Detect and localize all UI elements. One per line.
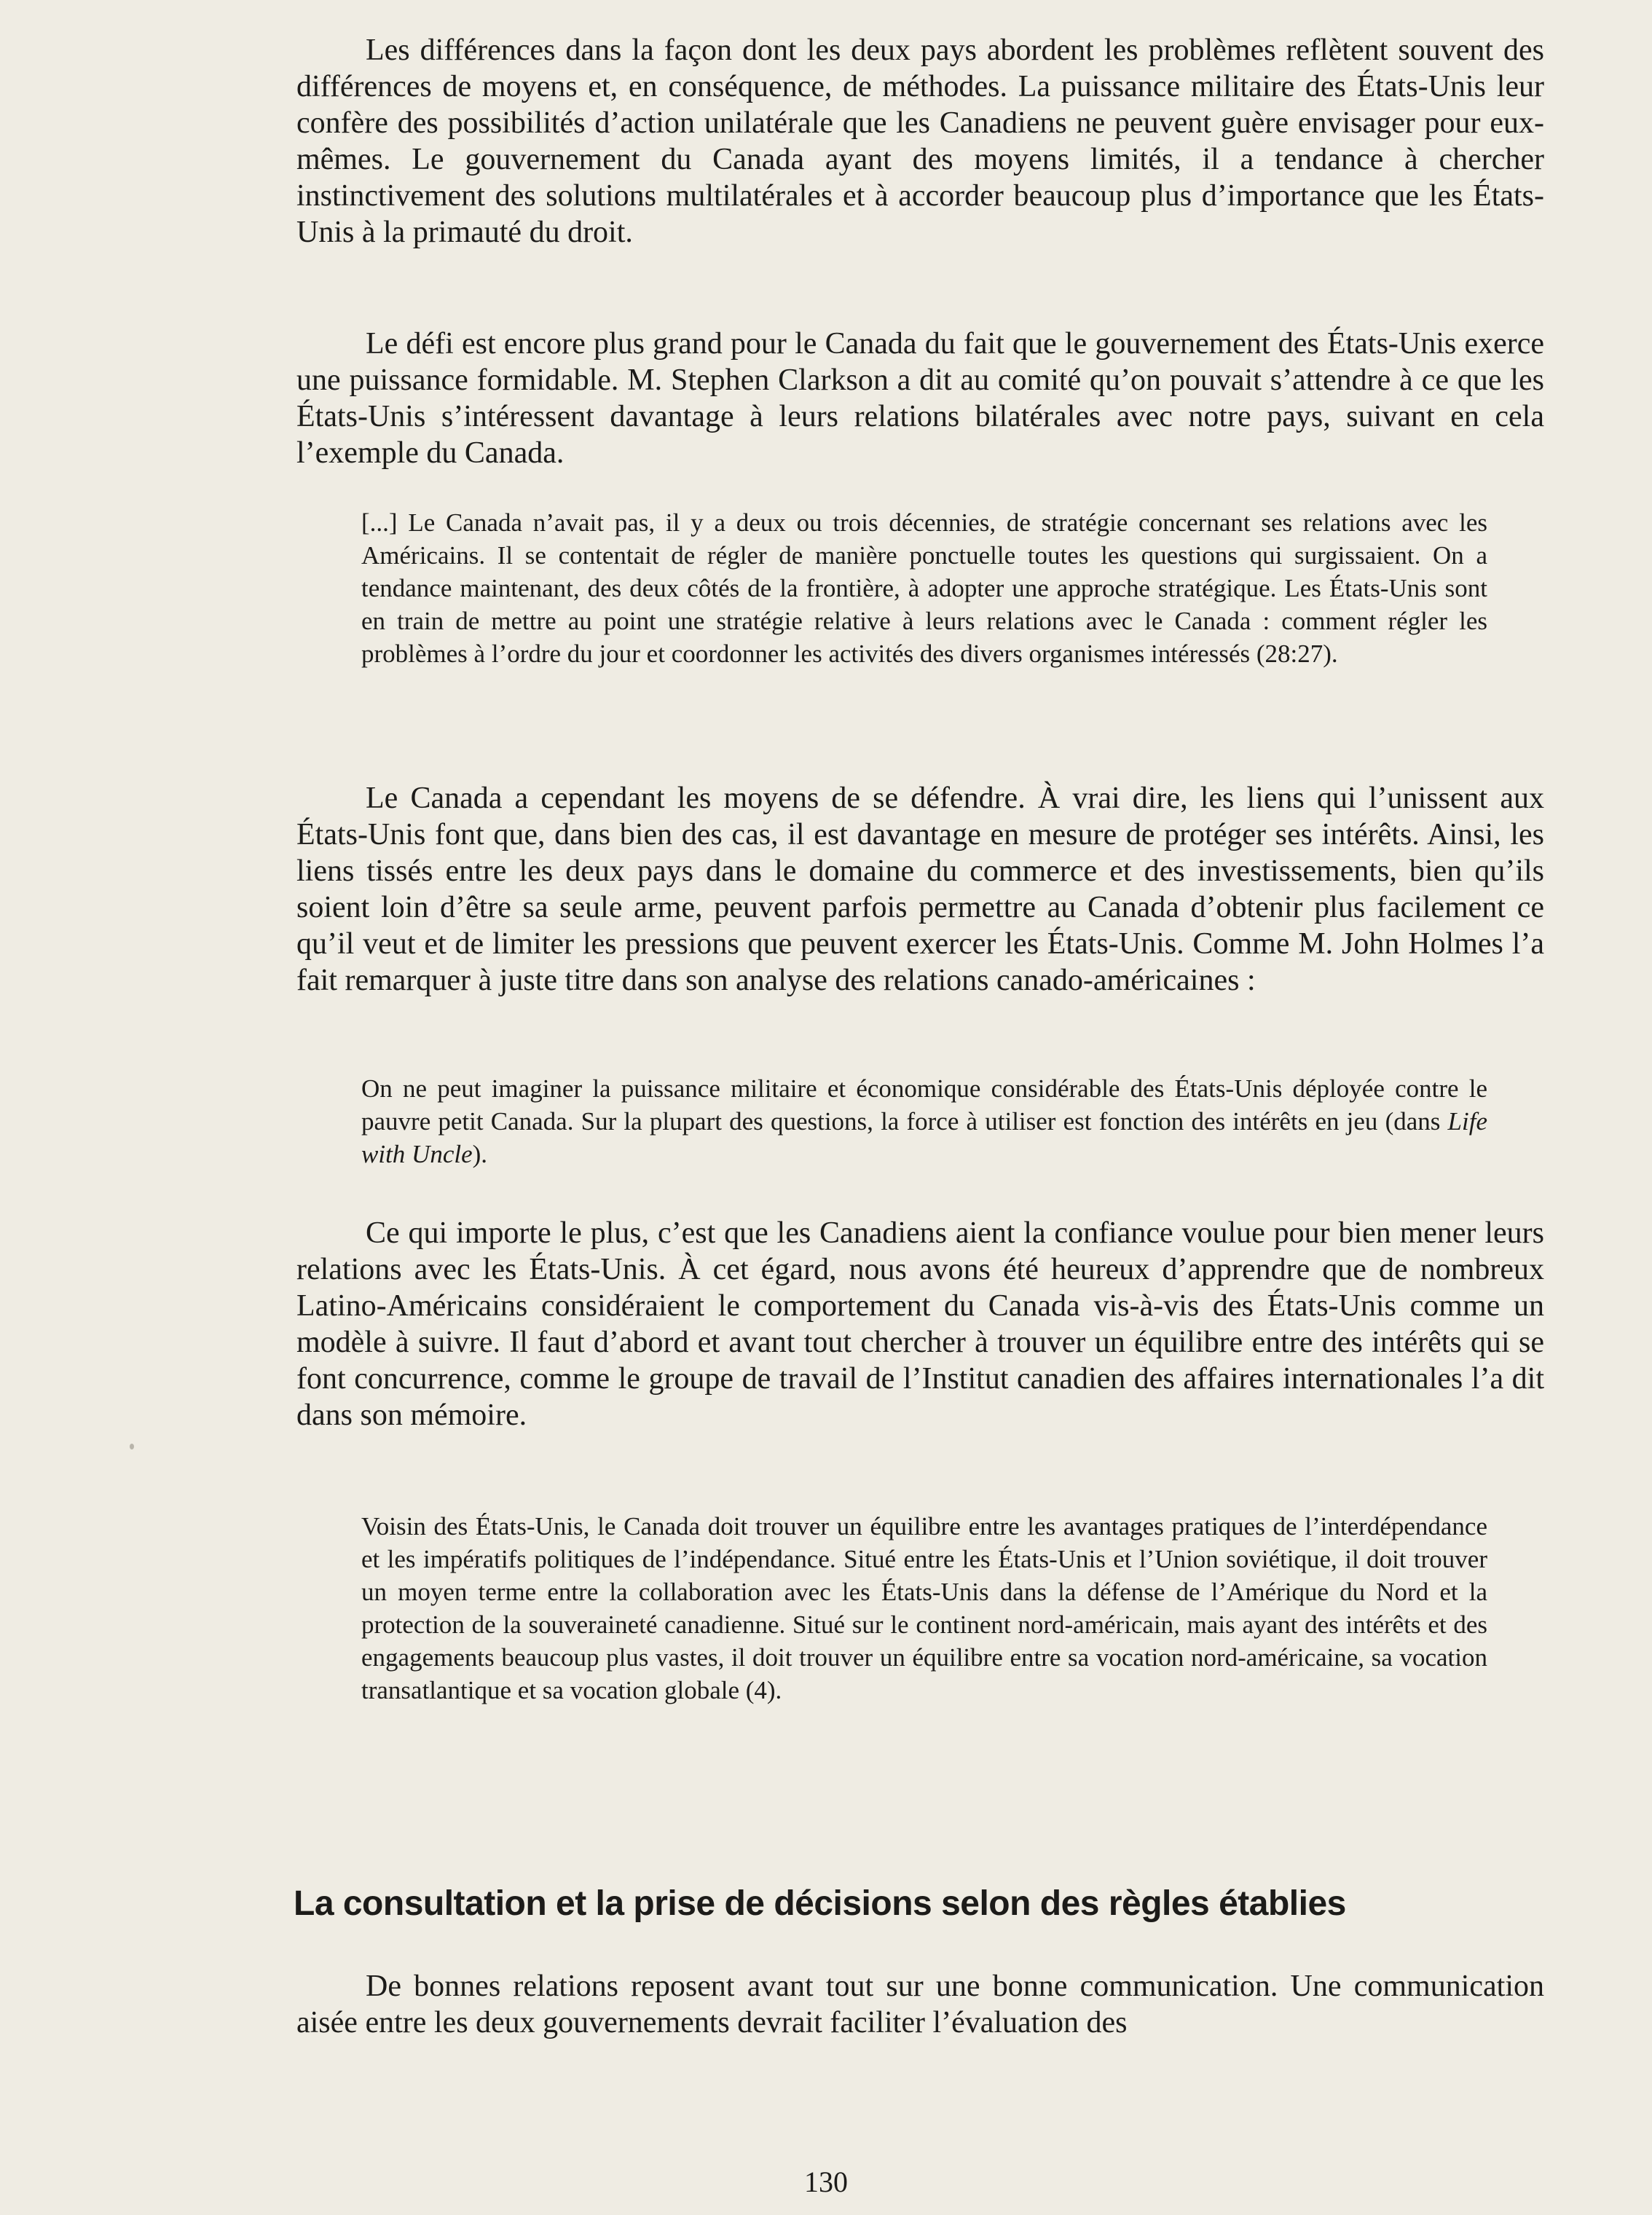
page-number: 130 <box>804 2165 848 2198</box>
scan-speck <box>130 1444 134 1449</box>
block-quote-2 <box>361 1072 1487 1171</box>
paragraph-3: Le Canada a cependant les moyens de se défendre. À vrai dire, les liens qui l’unissent aux États-Unis font que, dans bien des cas, il est davantage en mesure de protéger ses intérêts. Ainsi, les liens tissés entre les deux pays dans le domaine du commerce et des investissements, bien qu’ils soient loin d’être sa seule arme, peuvent parfois permettre au Canada d’obtenir plus facilement ce qu’il veut et de limiter les pressions que peuvent exercer les États-Unis. Comme M. John Holmes l’a fait remarquer à juste titre dans son analyse des relations canado-américaines : <box>296 782 1544 997</box>
book-title: Life with Uncle <box>361 1107 1487 1168</box>
paragraph-1: Les différences dans la façon dont les deux pays abordent les problèmes reflètent souvent des différences de moyens et, en conséquence, de méthodes. La puissance militaire des États-Unis leur confère des possibilités d’action unilatérale que les Canadiens ne peuvent guère envisager pour eux-mêmes. Le gouvernement du Canada ayant des moyens limités, il a tendance à chercher instinctivement des solutions multilatérales et à accorder beaucoup plus d’importance que les États-Unis à la primauté du droit. <box>296 34 1544 249</box>
block-quote-2-text: On ne peut imaginer la puissance militaire et économique considérable des États-Unis déployée contre le pauvre petit Canada. Sur la plupart des questions, la force à utiliser est fonction des intérêts en jeu (dans <box>361 1074 1487 1136</box>
block-quote-1: [...] Le Canada n’avait pas, il y a deux ou trois décennies, de stratégie concernant ses relations avec les Américains. Il se contentait de régler de manière ponctuelle toutes les questions qui surgissaient. On a tendance maintenant, des deux côtés de la frontière, à adopter une approche stratégique. Les États-Unis sont en train de mettre au point une stratégie relative à leurs relations avec le Canada : comment régler les problèmes à l’ordre du jour et coordonner les activités des divers organismes intéressés (28:27). <box>361 508 1487 668</box>
paragraph-5: De bonnes relations reposent avant tout sur une bonne communication. Une communication aisée entre les deux gouvernements devrait faciliter l’évaluation des <box>296 1970 1544 2039</box>
block-quote-3: Voisin des États-Unis, le Canada doit trouver un équilibre entre les avantages pratiques de l’interdépendance et les impératifs politiques de l’indépendance. Situé entre les États-Unis et l’Union soviétique, il doit trouver un moyen terme entre la collaboration avec les États-Unis dans la défense de l’Amérique du Nord et la protection de la souveraineté canadienne. Situé sur le continent nord-américain, mais ayant des intérêts et des engagements beaucoup plus vastes, il doit trouver un équilibre entre sa vocation nord-américaine, sa vocation transatlantique et sa vocation globale (4). <box>361 1512 1487 1704</box>
paragraph-2: Le défi est encore plus grand pour le Canada du fait que le gouvernement des États-Unis exerce une puissance formidable. M. Stephen Clarkson a dit au comité qu’on pouvait s’attendre à ce que les États-Unis s’intéressent davantage à leurs relations bilatérales avec notre pays, suivant en cela l’exemple du Canada. <box>296 327 1544 470</box>
block-quote-2-end: ). <box>472 1140 488 1168</box>
section-heading: La consultation et la prise de décisions selon des règles établies <box>294 1884 1346 1923</box>
paragraph-4: Ce qui importe le plus, c’est que les Canadiens aient la confiance voulue pour bien mener leurs relations avec les États-Unis. À cet égard, nous avons été heureux d’apprendre que de nombreux Latino-Américains considéraient le comportement du Canada vis-à-vis des États-Unis comme un modèle à suivre. Il faut d’abord et avant tout chercher à trouver un équilibre entre des intérêts qui se font concurrence, comme le groupe de travail de l’Institut canadien des affaires internationales l’a dit dans son mémoire. <box>296 1216 1544 1432</box>
